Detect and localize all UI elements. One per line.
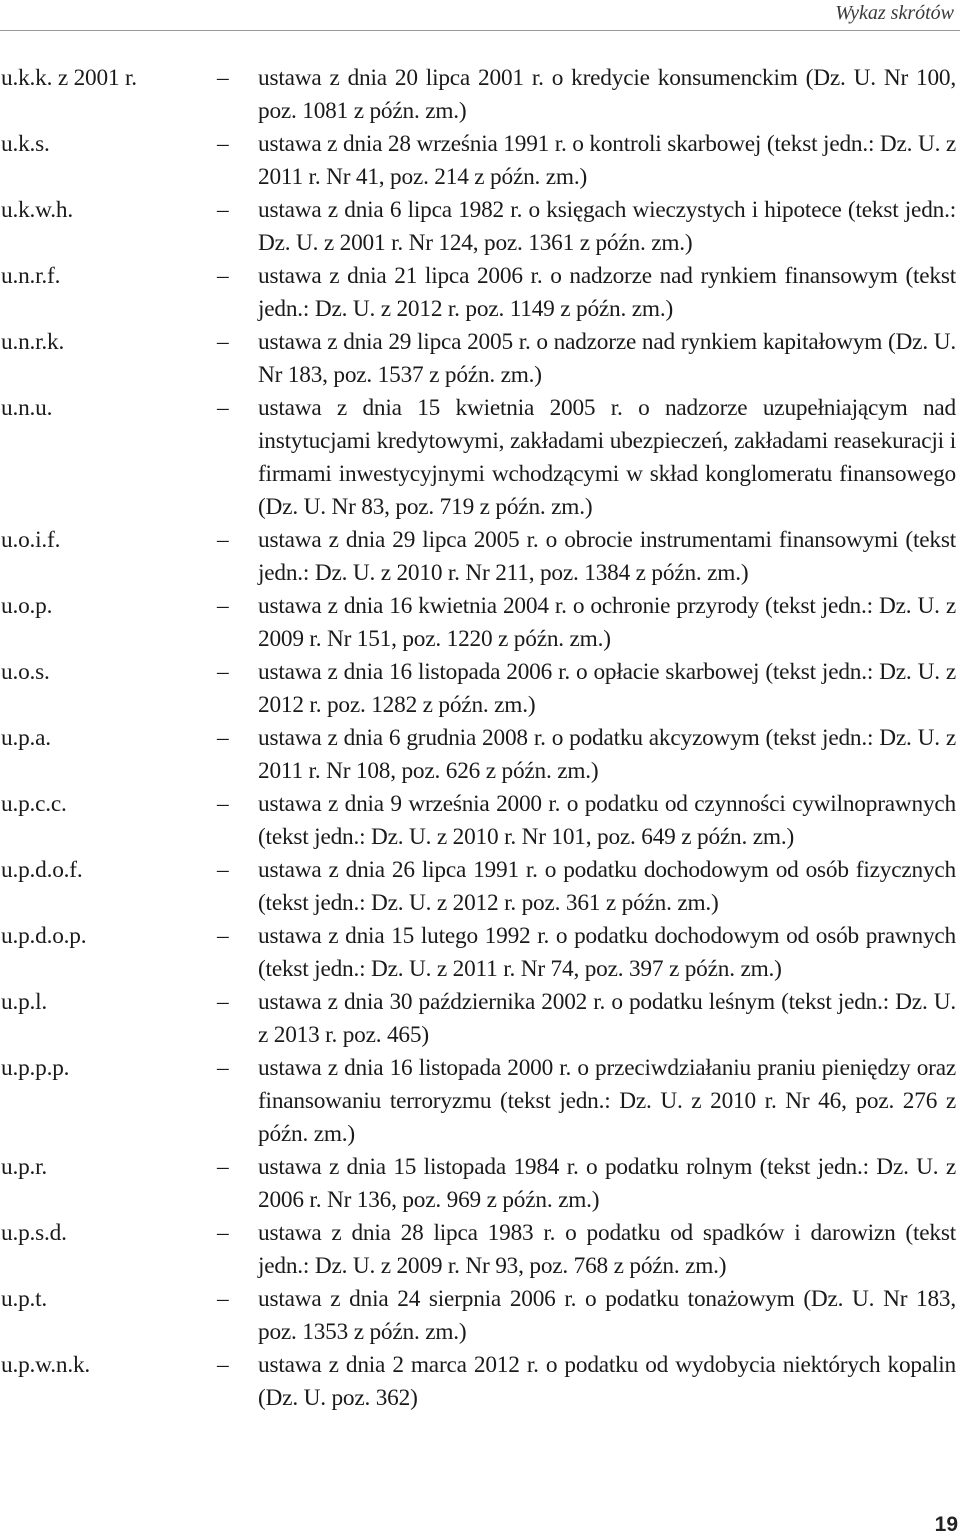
abbreviation-definition: ustawa z dnia 29 lipca 2005 r. o obrocie instrumentami finansowymi (tekst jedn.: Dz. U. z 2010 r. Nr 211, poz. 1384 z późn. zm.) bbox=[258, 527, 956, 586]
entry-dash: – bbox=[217, 1220, 229, 1246]
entry-dash: – bbox=[217, 1055, 229, 1081]
abbreviation: u.o.s. bbox=[1, 659, 50, 685]
abbreviation: u.p.r. bbox=[1, 1154, 48, 1180]
entry-dash: – bbox=[217, 329, 229, 355]
entry-dash: – bbox=[217, 791, 229, 817]
abbreviation: u.n.r.f. bbox=[1, 263, 61, 289]
abbreviation-entry bbox=[0, 1052, 960, 1151]
entry-dash: – bbox=[217, 989, 229, 1015]
abbreviation-entry bbox=[0, 524, 960, 590]
abbreviation-definition: ustawa z dnia 9 września 2000 r. o podatku od czynności cywilnoprawnych (tekst jedn.: Dz. U. z 2010 r. Nr 101, poz. 649 z późn. zm.) bbox=[258, 791, 956, 850]
abbreviation: u.k.w.h. bbox=[1, 197, 73, 223]
entry-dash: – bbox=[217, 1286, 229, 1312]
abbreviation: u.p.p.p. bbox=[1, 1055, 70, 1081]
abbreviation-entry bbox=[0, 392, 960, 524]
abbreviation-definition: ustawa z dnia 28 lipca 1983 r. o podatku od spadków i darowizn (tekst jedn.: Dz. U. z 2009 r. Nr 93, poz. 768 z późn. zm.) bbox=[258, 1220, 956, 1279]
abbreviation-entry bbox=[0, 722, 960, 788]
abbreviation-definition: ustawa z dnia 2 marca 2012 r. o podatku od wydobycia niektórych kopalin (Dz. U. poz. 362) bbox=[258, 1352, 956, 1411]
entry-dash: – bbox=[217, 395, 229, 421]
abbreviation-definition: ustawa z dnia 20 lipca 2001 r. o kredycie konsumenckim (Dz. U. Nr 100, poz. 1081 z późn. zm.) bbox=[258, 65, 956, 124]
abbreviation-definition: ustawa z dnia 30 października 2002 r. o podatku leśnym (tekst jedn.: Dz. U. z 2013 r. poz. 465) bbox=[258, 989, 956, 1048]
abbreviation-definition: ustawa z dnia 16 listopada 2000 r. o przeciwdziałaniu praniu pieniędzy oraz finansowaniu terroryzmu (tekst jedn.: Dz. U. z 2010 r. Nr 46, poz. 276 z późn. zm.) bbox=[258, 1055, 956, 1147]
abbreviation: u.o.p. bbox=[1, 593, 53, 619]
abbreviation-definition: ustawa z dnia 6 lipca 1982 r. o księgach wieczystych i hipotece (tekst jedn.: Dz. U. z 2001 r. Nr 124, poz. 1361 z późn. zm.) bbox=[258, 197, 956, 256]
abbreviation: u.p.t. bbox=[1, 1286, 48, 1312]
header-divider bbox=[0, 30, 960, 31]
abbreviation-entry bbox=[0, 1217, 960, 1283]
entry-dash: – bbox=[217, 923, 229, 949]
abbreviation-entry bbox=[0, 920, 960, 986]
abbreviation-definition: ustawa z dnia 29 lipca 2005 r. o nadzorze nad rynkiem kapitałowym (Dz. U. Nr 183, poz. 1537 z późn. zm.) bbox=[258, 329, 956, 388]
entry-dash: – bbox=[217, 725, 229, 751]
abbreviation-entry bbox=[0, 128, 960, 194]
entry-dash: – bbox=[217, 131, 229, 157]
abbreviation-definition: ustawa z dnia 26 lipca 1991 r. o podatku dochodowym od osób fizycznych (tekst jedn.: Dz. U. z 2012 r. poz. 361 z późn. zm.) bbox=[258, 857, 956, 916]
abbreviation-definition: ustawa z dnia 16 listopada 2006 r. o opłacie skarbowej (tekst jedn.: Dz. U. z 2012 r. poz. 1282 z późn. zm.) bbox=[258, 659, 956, 718]
abbreviation-definition: ustawa z dnia 28 września 1991 r. o kontroli skarbowej (tekst jedn.: Dz. U. z 2011 r. Nr 41, poz. 214 z późn. zm.) bbox=[258, 131, 956, 190]
abbreviation-entry bbox=[0, 1349, 960, 1415]
abbreviation-entry bbox=[0, 1283, 960, 1349]
abbreviation: u.p.c.c. bbox=[1, 791, 67, 817]
abbreviation-entry bbox=[0, 590, 960, 656]
abbreviation: u.n.r.k. bbox=[1, 329, 65, 355]
page-number: 19 bbox=[934, 1513, 958, 1536]
abbreviation-definition: ustawa z dnia 6 grudnia 2008 r. o podatku akcyzowym (tekst jedn.: Dz. U. z 2011 r. Nr 108, poz. 626 z późn. zm.) bbox=[258, 725, 956, 784]
entry-dash: – bbox=[217, 65, 229, 91]
abbreviation-list bbox=[0, 62, 960, 1415]
entry-dash: – bbox=[217, 527, 229, 553]
abbreviation-entry bbox=[0, 62, 960, 128]
abbreviation-entry bbox=[0, 260, 960, 326]
running-head: Wykaz skrótów bbox=[835, 2, 954, 24]
abbreviation-entry bbox=[0, 326, 960, 392]
entry-dash: – bbox=[217, 593, 229, 619]
abbreviation: u.p.w.n.k. bbox=[1, 1352, 91, 1378]
abbreviation-entry bbox=[0, 194, 960, 260]
abbreviation: u.n.u. bbox=[1, 395, 53, 421]
abbreviation: u.p.d.o.p. bbox=[1, 923, 87, 949]
abbreviation: u.p.s.d. bbox=[1, 1220, 67, 1246]
abbreviation-definition: ustawa z dnia 21 lipca 2006 r. o nadzorze nad rynkiem finansowym (tekst jedn.: Dz. U. z 2012 r. poz. 1149 z późn. zm.) bbox=[258, 263, 956, 322]
abbreviation-definition: ustawa z dnia 16 kwietnia 2004 r. o ochronie przyrody (tekst jedn.: Dz. U. z 2009 r. Nr 151, poz. 1220 z późn. zm.) bbox=[258, 593, 956, 652]
abbreviation-entry bbox=[0, 854, 960, 920]
entry-dash: – bbox=[217, 857, 229, 883]
abbreviation-entry bbox=[0, 656, 960, 722]
entry-dash: – bbox=[217, 659, 229, 685]
abbreviation-definition: ustawa z dnia 15 listopada 1984 r. o podatku rolnym (tekst jedn.: Dz. U. z 2006 r. Nr 136, poz. 969 z późn. zm.) bbox=[258, 1154, 956, 1213]
abbreviation: u.p.d.o.f. bbox=[1, 857, 83, 883]
abbreviation-entry bbox=[0, 986, 960, 1052]
entry-dash: – bbox=[217, 1352, 229, 1378]
abbreviation: u.k.s. bbox=[1, 131, 50, 157]
entry-dash: – bbox=[217, 263, 229, 289]
abbreviation: u.p.l. bbox=[1, 989, 48, 1015]
abbreviation: u.k.k. z 2001 r. bbox=[1, 65, 137, 91]
abbreviation-definition: ustawa z dnia 24 sierpnia 2006 r. o podatku tonażowym (Dz. U. Nr 183, poz. 1353 z późn. zm.) bbox=[258, 1286, 956, 1345]
abbreviation-entry bbox=[0, 1151, 960, 1217]
entry-dash: – bbox=[217, 1154, 229, 1180]
entry-dash: – bbox=[217, 197, 229, 223]
abbreviation-definition: ustawa z dnia 15 kwietnia 2005 r. o nadzorze uzupełniającym nad instytucjami kredytowymi, zakładami ubezpieczeń, zakładami reasekuracji i firmami inwestycyjnymi wchodzącymi w skład konglomeratu finansowego (Dz. U. Nr 83, poz. 719 z późn. zm.) bbox=[258, 395, 956, 520]
abbreviation: u.o.i.f. bbox=[1, 527, 61, 553]
abbreviation-definition: ustawa z dnia 15 lutego 1992 r. o podatku dochodowym od osób prawnych (tekst jedn.: Dz. U. z 2011 r. Nr 74, poz. 397 z późn. zm.) bbox=[258, 923, 956, 982]
abbreviation: u.p.a. bbox=[1, 725, 51, 751]
abbreviation-entry bbox=[0, 788, 960, 854]
